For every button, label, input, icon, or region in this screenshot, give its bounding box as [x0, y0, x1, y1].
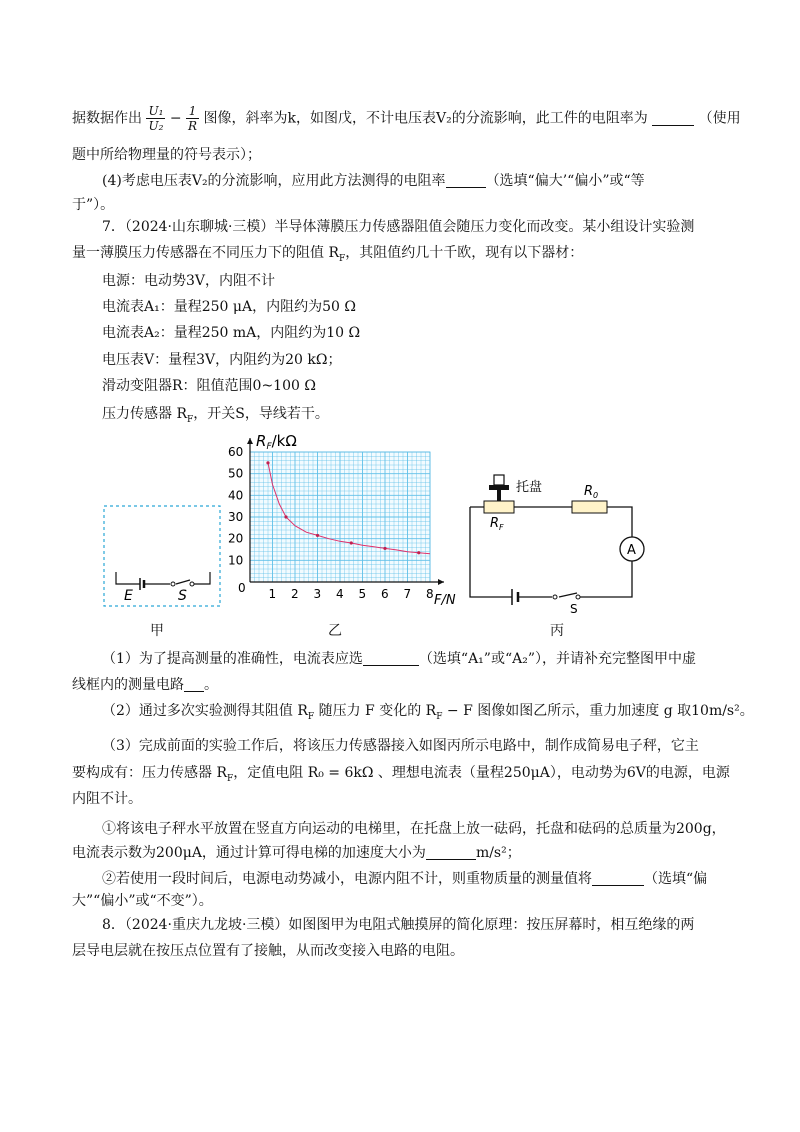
tray-plate — [489, 485, 509, 490]
figure-jia — [100, 500, 230, 630]
q7-c2-line1: ②若使用一段时间后，电源电动势减小，电源内阻不计，则重物质量的测量值将 （选填“偏 — [102, 871, 708, 887]
top-line-4: 于”）。 — [72, 197, 115, 213]
q7-c1-line2: 电流表示数为200μA，通过计算可得电梯的加速度大小为 m/s²； — [72, 845, 521, 861]
q7-sub3-line1: （3）完成前面的实验工作后，将该压力传感器接入如图丙所示电路中，制作成简易电子秤，它主 — [102, 738, 699, 754]
r0-resistor — [572, 501, 607, 513]
answer-blank[interactable] — [426, 845, 476, 860]
label-s: S — [178, 588, 187, 604]
data-point — [284, 515, 287, 518]
top-line-3: (4)考虑电压表V₂的分流影响，应用此方法测得的电阻率 （选填“偏大’“偏小”或“等 — [102, 173, 645, 189]
caption-bing: 丙 — [550, 623, 564, 639]
data-point — [316, 534, 319, 537]
x-tick-label: 8 — [426, 587, 434, 601]
answer-blank[interactable] — [592, 871, 644, 886]
answer-blank[interactable] — [184, 677, 204, 692]
rf-resistor — [484, 501, 514, 513]
y-tick-label: 60 — [228, 445, 244, 459]
top-line-1 — [72, 104, 741, 133]
answer-blank[interactable] — [363, 651, 419, 666]
x-tick-label: 3 — [313, 587, 322, 601]
material-3: 电流表A₂：量程250 mA，内阻约为10 Ω — [102, 325, 361, 341]
weight — [494, 475, 504, 485]
q7-line-2: 量一薄膜压力传感器在不同压力下的阻值 $R_F$，其阻值约几十千欧，现有以下器材： — [72, 245, 584, 264]
q7-sub3-line3: 内阻不计。 — [72, 791, 142, 807]
y-tick-label: 40 — [228, 488, 244, 503]
fraction-1-r: $\frac{1}{R}$ — [188, 104, 198, 133]
data-point — [383, 547, 386, 550]
figure-yi-chart — [224, 430, 470, 610]
q8-line-1: 8．（2024·重庆九龙坡·三模）如图图甲为电阻式触摸屏的简化原理：按压屏幕时，相互绝缘的两 — [102, 917, 695, 933]
material-1: 电源：电动势3V，内阻不计 — [102, 273, 276, 289]
x-axis-arrow — [438, 579, 444, 585]
data-point — [266, 461, 269, 464]
q7-c2-line2: 大”“偏小”或“不变”）。 — [72, 893, 213, 909]
fraction-u1-u2: $\frac{\text{U₁}}{\text{U₂}}$ — [148, 104, 164, 133]
answer-blank[interactable] — [446, 173, 486, 188]
figure-bing — [462, 465, 662, 615]
text: 据数据作出 — [72, 110, 142, 127]
y-tick-label: 30 — [228, 510, 244, 524]
tray-label: 托盘 — [516, 480, 543, 495]
q7-sub1-line2: 线框内的测量电路 。 — [72, 677, 218, 693]
data-point — [350, 541, 353, 544]
y-axis-label: $R_F/k\Omega$ — [256, 432, 297, 452]
q7-c1-line1: ①将该电子秤水平放置在竖直方向运动的电梯里，在托盘上放一砝码，托盘和砝码的总质量为200g， — [102, 821, 726, 837]
material-5: 滑动变阻器R：阻值范围0~100 Ω — [102, 378, 316, 394]
y-tick-label: 50 — [228, 466, 244, 481]
text: 图像，斜率为k，如图戊，不计电压表V₂的分流影响，此工件的电阻率为 — [203, 110, 648, 127]
q7-sub3-line2: 要构成有：压力传感器 $R_F$，定值电阻 R₀ = 6kΩ 、理想电流表（量程250μA），电动势为6V的电源，电源 — [72, 765, 730, 784]
material-4: 电压表V：量程3V，内阻约为20 kΩ； — [102, 352, 342, 368]
chart-grid — [250, 452, 430, 582]
ammeter-label: A — [627, 543, 636, 558]
q7-sub2: （2）通过多次实验测得其阻值 $R_F$ 随压力 F 变化的 $R_F - F$ 图像如图乙所示，重力加速度 g 取10m/s²。 — [102, 703, 754, 722]
y-axis-arrow — [247, 438, 253, 444]
q7-sub1-line1: （1）为了提高测量的准确性，电流表应选 （选填“A₁”或“A₂”），并请补充完整图甲中虚 — [102, 651, 696, 667]
label-e: E — [124, 588, 133, 604]
x-tick-label: 2 — [291, 587, 299, 601]
data-point — [417, 551, 420, 554]
y-tick-label: 20 — [228, 531, 244, 546]
material-6: 压力传感器 $R_F$，开关S，导线若干。 — [102, 406, 329, 425]
q7-line-1: 7．（2024·山东聊城·三模）半导体薄膜压力传感器阻值会随压力变化而改变。某小组设计实验测 — [102, 219, 695, 235]
top-line-2: 题中所给物理量的符号表示）； — [72, 147, 261, 163]
rf-label: $R_F$ — [490, 516, 504, 532]
r0-label: $R_0$ — [584, 484, 599, 500]
x-tick-label: 5 — [358, 587, 367, 601]
material-2: 电流表A₁：量程250 μA，内阻约为50 Ω — [102, 299, 356, 315]
answer-blank[interactable] — [652, 111, 694, 126]
q8-line-2: 层导电层就在按压点位置有了接触，从而改变接入电路的电阻。 — [72, 943, 464, 959]
minus-sign: − — [169, 110, 182, 127]
x-tick-label: 4 — [336, 587, 344, 601]
text: （使用 — [698, 110, 741, 127]
switch-label: S — [570, 602, 578, 615]
x-tick-label: 1 — [268, 587, 277, 601]
origin-label: 0 — [238, 581, 246, 595]
y-tick-label: 10 — [228, 553, 244, 568]
x-tick-label: 6 — [381, 587, 389, 601]
x-tick-label: 7 — [403, 587, 412, 601]
caption-jia: 甲 — [150, 623, 164, 639]
caption-yi: 乙 — [328, 623, 342, 639]
x-axis-label: F/N — [434, 593, 456, 608]
